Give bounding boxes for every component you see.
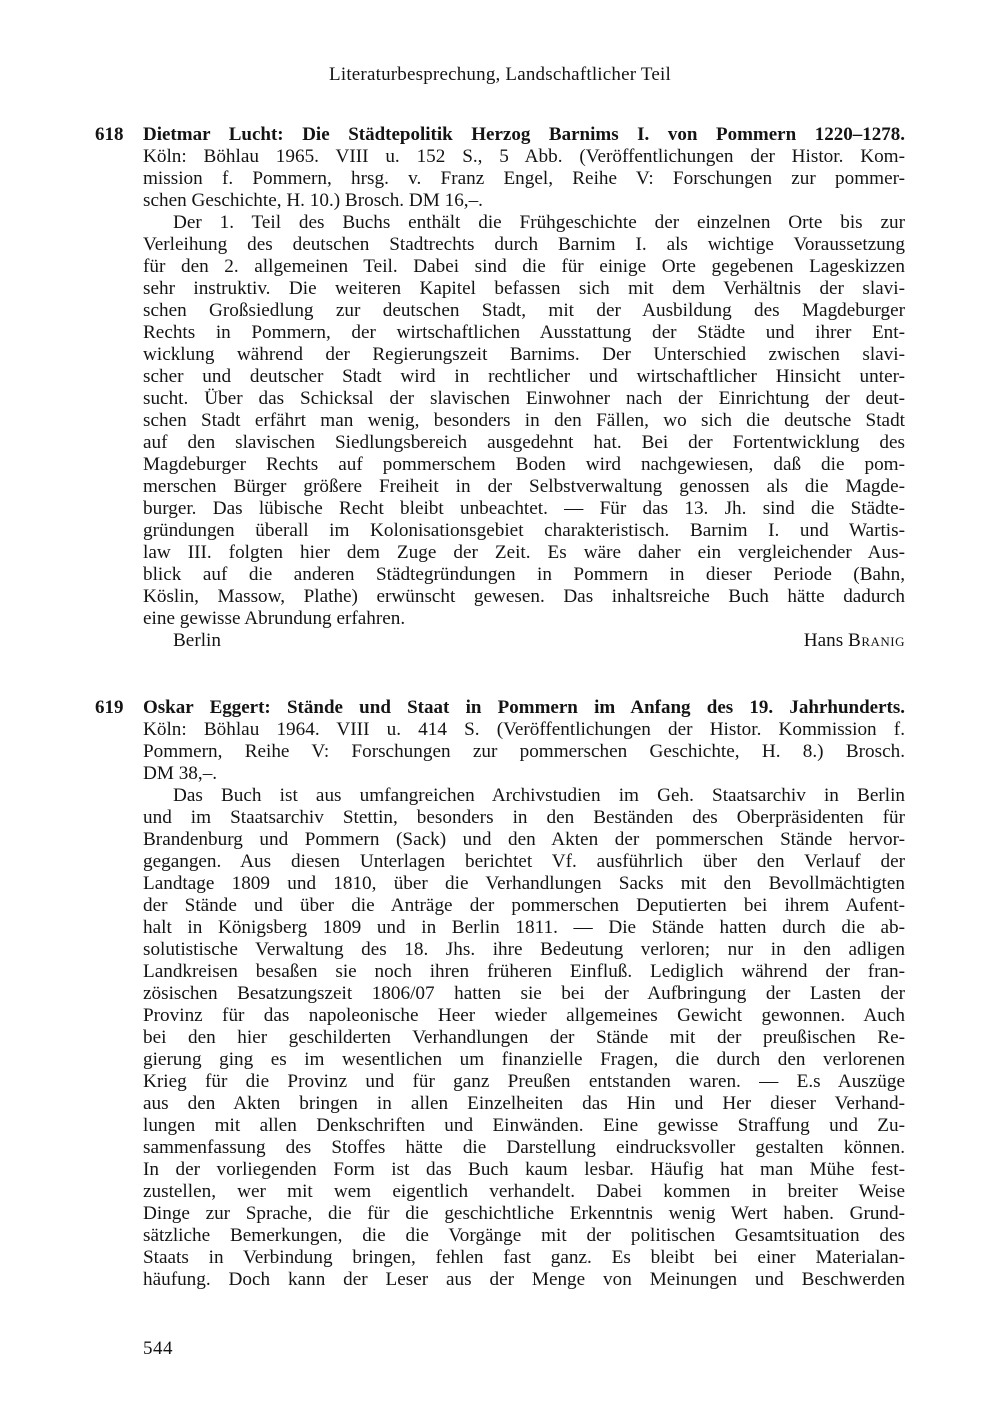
citation-line: mission f. Pommern, hrsg. v. Franz Engel, Reihe V: Forschungen zur pommer-: [143, 168, 905, 189]
body-line: Landkreisen besaßen sie noch ihren früheren Einfluß. Lediglich während der fran-: [143, 961, 905, 982]
body-line: halt in Königsberg 1809 und in Berlin 1811. — Die Stände hatten durch die ab-: [143, 917, 905, 938]
body-line: Der 1. Teil des Buchs enthält die Frühgeschichte der einzelnen Orte bis zur: [173, 212, 905, 233]
body-line: und im Staatsarchiv Stettin, besonders in den Beständen des Oberpräsidenten für: [143, 807, 905, 828]
entry-body: [143, 697, 905, 1291]
body-line: solutistische Verwaltung des 18. Jhs. ihre Bedeutung verloren; nur in den adligen: [143, 939, 905, 960]
citation-line: Köln: Böhlau 1964. VIII u. 414 S. (Veröffentlichungen der Histor. Kommission f.: [143, 719, 905, 740]
body-line: Brandenburg und Pommern (Sack) und den Akten der pommerschen Stände hervor-: [143, 829, 905, 850]
citation-line: Pommern, Reihe V: Forschungen zur pommerschen Geschichte, H. 8.) Brosch.: [143, 741, 905, 762]
body-line: wicklung während der Regierungszeit Barnims. Der Unterschied zwischen slavi-: [143, 344, 905, 365]
body-line: bei den hier geschilderten Verhandlungen der Stände mit der preußischen Re-: [143, 1027, 905, 1048]
body-line: eine gewisse Abrundung erfahren.: [143, 608, 406, 629]
citation-line: schen Geschichte, H. 10.) Brosch. DM 16,–.: [143, 190, 483, 211]
entry-number: 618: [95, 124, 124, 145]
review-signature: [143, 630, 905, 652]
body-line: scher und deutscher Stadt wird in rechtlicher und wirtschaftlicher Hinsicht unter-: [143, 366, 905, 387]
body-line: gierung ging es im wesentlichen um finanzielle Fragen, die durch den verlorenen: [143, 1049, 905, 1070]
entry-title: Oskar Eggert: Stände und Staat in Pommern im Anfang des 19. Jahrhunderts.: [143, 697, 905, 718]
body-line: schen Großsiedlung zur deutschen Stadt, mit der Ausbildung des Magdeburger: [143, 300, 905, 321]
body-line: häufung. Doch kann der Leser aus der Menge von Meinungen und Beschwerden: [143, 1269, 905, 1290]
body-line: auf den slavischen Siedlungsbereich ausgedehnt hat. Bei der Fortentwicklung des: [143, 432, 905, 453]
body-line: burger. Das lübische Recht bleibt unbeachtet. — Für das 13. Jh. sind die Städte-: [143, 498, 905, 519]
body-line: Das Buch ist aus umfangreichen Archivstudien im Geh. Staatsarchiv in Berlin: [173, 785, 905, 806]
reviewer-last-name: Branig: [848, 630, 905, 651]
body-line: In der vorliegenden Form ist das Buch kaum lesbar. Häufig hat man Mühe fest-: [143, 1159, 905, 1180]
body-line: sucht. Über das Schicksal der slavischen Einwohner nach der Einrichtung der deut-: [143, 388, 905, 409]
body-line: zösischen Besatzungszeit 1806/07 hatten sie bei der Aufbringung der Lasten der: [143, 983, 905, 1004]
body-line: Köslin, Massow, Plathe) erwünscht gewesen. Das inhaltsreiche Buch hätte dadurch: [143, 586, 905, 607]
entry-body: [143, 124, 905, 652]
body-line: gründungen überall im Kolonisationsgebiet charakteristisch. Barnim I. und Wartis-: [143, 520, 905, 541]
body-line: Krieg für die Provinz und für ganz Preußen entstanden waren. — E.s Auszüge: [143, 1071, 905, 1092]
body-line: schen Stadt erfährt man wenig, besonders in den Fällen, wo sich die deutsche Stadt: [143, 410, 905, 431]
body-line: Staats in Verbindung bringen, fehlen fast ganz. Es bleibt bei einer Materialan-: [143, 1247, 905, 1268]
body-line: aus den Akten bringen in allen Einzelheiten das Hin und Her dieser Verhand-: [143, 1093, 905, 1114]
body-line: Rechts in Pommern, der wirtschaftlichen Ausstattung der Städte und ihrer Ent-: [143, 322, 905, 343]
body-line: sätzliche Bemerkungen, die die Vorgänge mit der politischen Gesamtsituation des: [143, 1225, 905, 1246]
body-line: sammenfassung des Stoffes hätte die Darstellung eindrucksvoller gestalten können.: [143, 1137, 905, 1158]
body-line: zustellen, wer mit wem eigentlich verhandelt. Dabei kommen in breiter Weise: [143, 1181, 905, 1202]
page-number: 544: [143, 1338, 173, 1359]
body-line: gegangen. Aus diesen Unterlagen berichtet Vf. ausführlich über den Verlauf der: [143, 851, 905, 872]
body-line: für den 2. allgemeinen Teil. Dabei sind die für einige Orte gegebenen Lageskizzen: [143, 256, 905, 277]
signature-reviewer: [804, 630, 905, 652]
signature-place: Berlin: [173, 630, 221, 651]
body-line: Provinz für das napoleonische Heer wieder allgemeines Gewicht gewonnen. Auch: [143, 1005, 905, 1026]
body-line: sehr instruktiv. Die weiteren Kapitel befassen sich mit dem Verhältnis der slavi-: [143, 278, 905, 299]
body-line: Verleihung des deutschen Stadtrechts durch Barnim I. als wichtige Voraussetzung: [143, 234, 905, 255]
entry-number: 619: [95, 697, 124, 718]
citation-line: Köln: Böhlau 1965. VIII u. 152 S., 5 Abb. (Veröffentlichungen der Histor. Kom-: [143, 146, 905, 167]
body-line: merschen Bürger größere Freiheit in der Selbstverwaltung genossen als die Magde-: [143, 476, 905, 497]
body-line: Landtage 1809 und 1810, über die Verhandlungen Sacks mit den Bevollmächtigten: [143, 873, 905, 894]
body-line: law III. folgten hier dem Zuge der Zeit. Es wäre daher ein vergleichender Aus-: [143, 542, 905, 563]
entry-title: Dietmar Lucht: Die Städtepolitik Herzog Barnims I. von Pommern 1220–1278.: [143, 124, 905, 145]
body-line: Dinge zur Sprache, die für die geschichtliche Erkenntnis wenig Wert haben. Grund-: [143, 1203, 905, 1224]
body-line: der Stände und über die Anträge der pommerschen Deputierten bei ihrem Aufent-: [143, 895, 905, 916]
body-line: Magdeburger Rechts auf pommerschem Boden wird nachgewiesen, daß die pom-: [143, 454, 905, 475]
citation-line: DM 38,–.: [143, 763, 218, 784]
running-head: Literaturbesprechung, Landschaftlicher Teil: [329, 64, 671, 85]
body-line: lungen mit allen Denkschriften und Einwänden. Eine gewisse Straffung und Zu-: [143, 1115, 905, 1136]
reviewer-first-name: Hans: [803, 630, 844, 651]
body-line: blick auf die anderen Städtegründungen in Pommern in dieser Periode (Bahn,: [143, 564, 905, 585]
